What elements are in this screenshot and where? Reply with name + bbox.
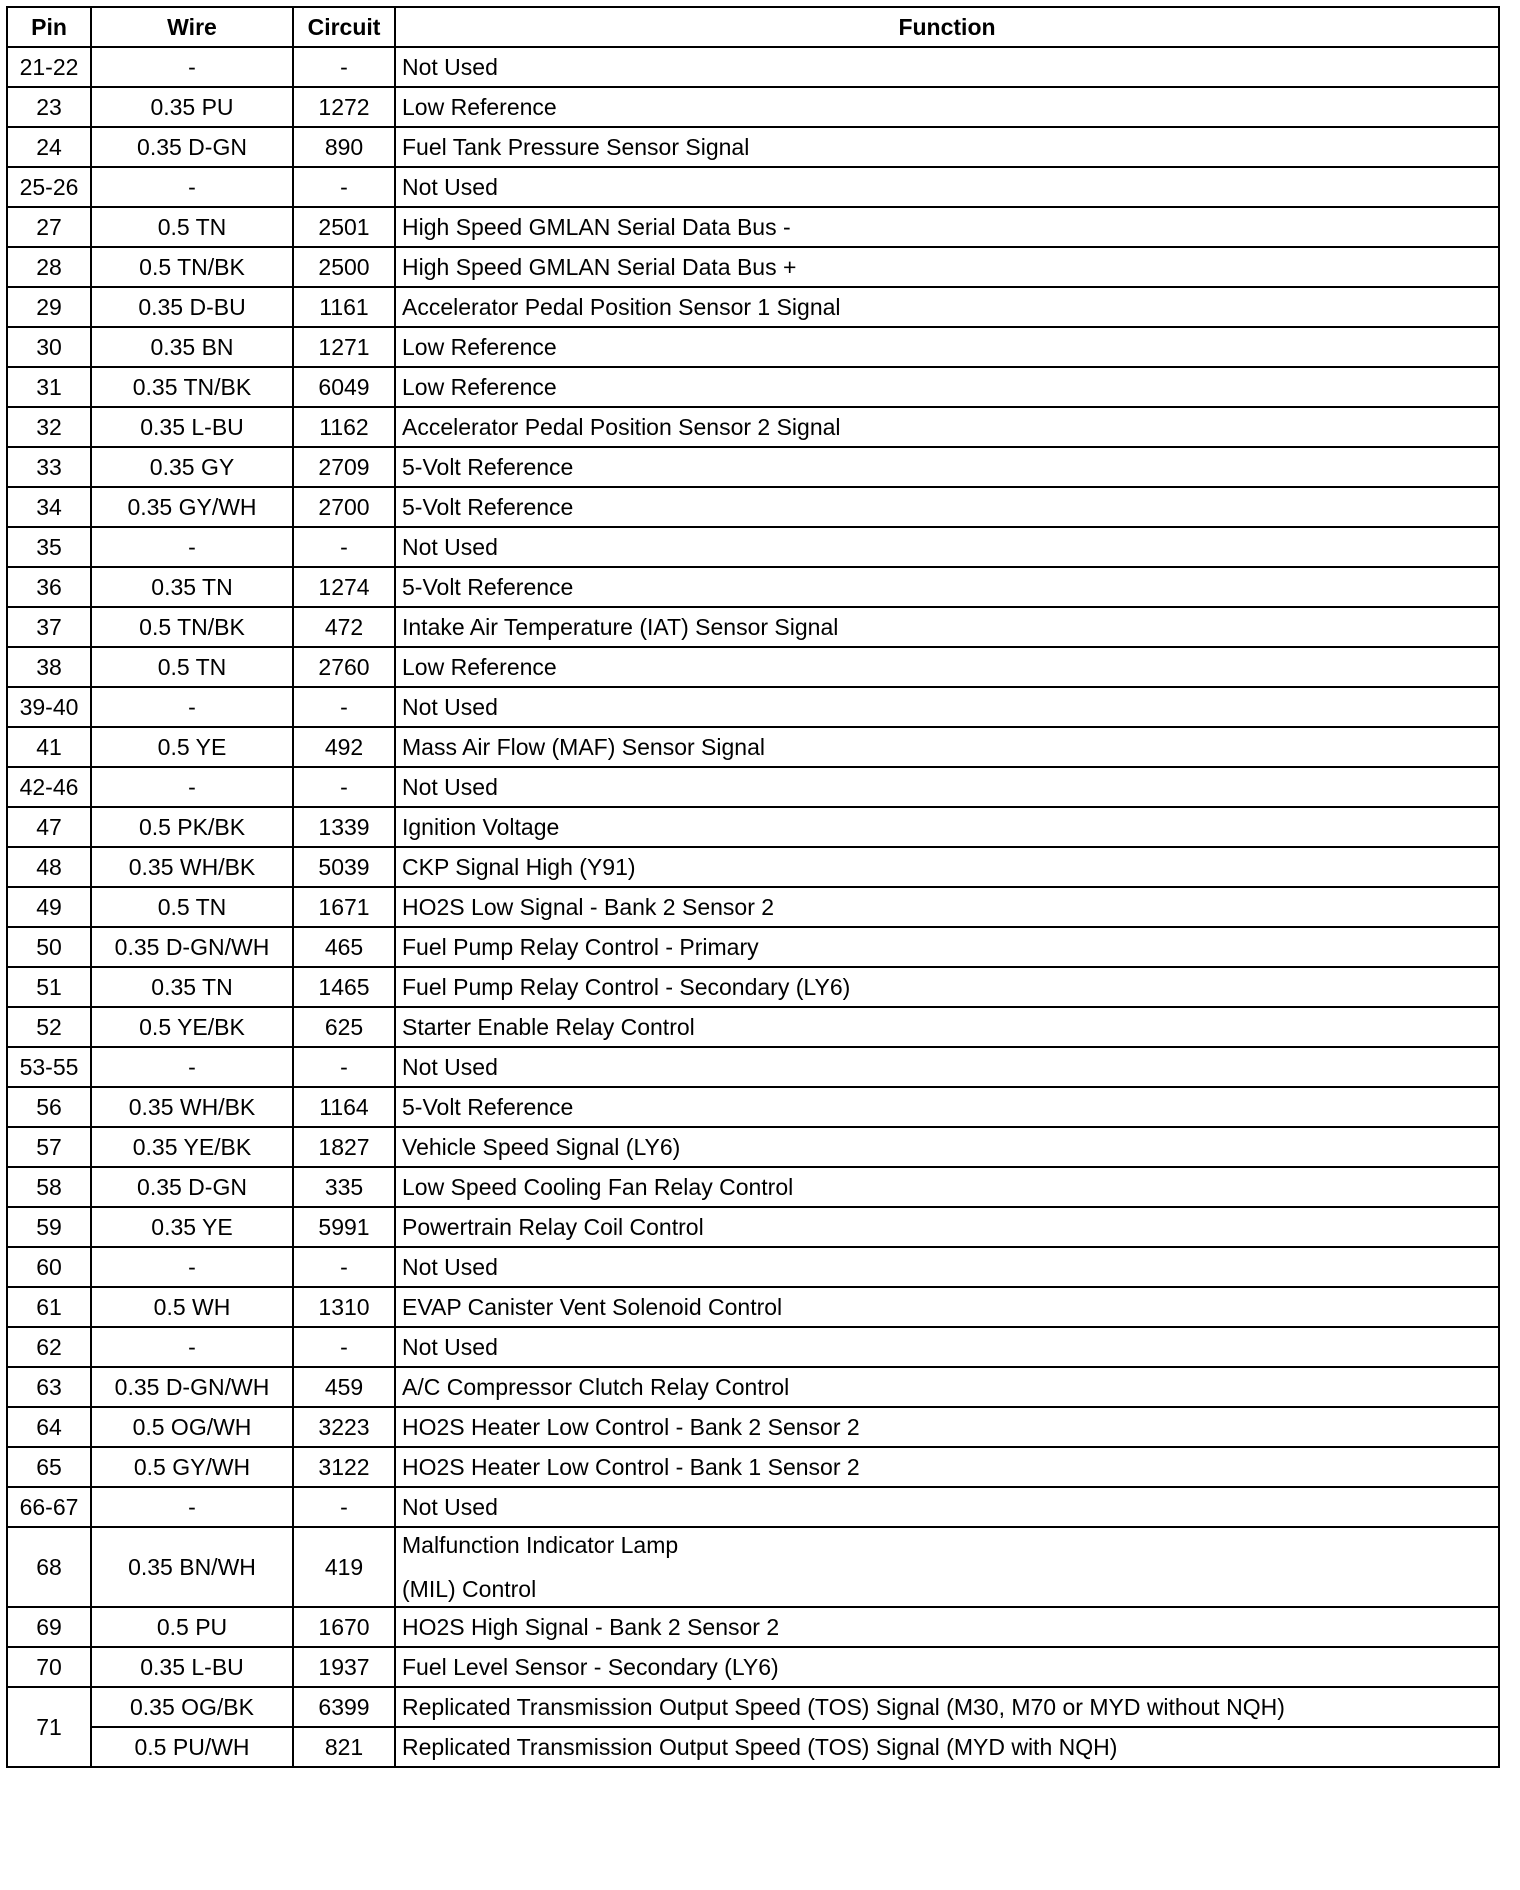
table-row: [7, 1087, 1499, 1127]
table-row: [7, 1167, 1499, 1207]
pin-cell: 53-55: [7, 1047, 91, 1087]
pin-cell: 50: [7, 927, 91, 967]
table-row: [7, 487, 1499, 527]
function-cell: A/C Compressor Clutch Relay Control: [395, 1367, 1499, 1407]
table-row: [7, 647, 1499, 687]
pin-cell: 27: [7, 207, 91, 247]
circuit-cell: 419: [293, 1527, 395, 1607]
wire-cell: 0.35 L-BU: [91, 1647, 293, 1687]
table-row: [7, 607, 1499, 647]
table-body-tail: [7, 1527, 1499, 1767]
wire-cell: -: [91, 167, 293, 207]
wire-cell: -: [91, 527, 293, 567]
circuit-cell: 6049: [293, 367, 395, 407]
table-row: [7, 527, 1499, 567]
pin-cell: 49: [7, 887, 91, 927]
function-cell: Accelerator Pedal Position Sensor 2 Signal: [395, 407, 1499, 447]
circuit-cell: 2500: [293, 247, 395, 287]
function-cell: HO2S Low Signal - Bank 2 Sensor 2: [395, 887, 1499, 927]
table-row: [7, 1327, 1499, 1367]
circuit-cell: 1339: [293, 807, 395, 847]
function-cell: Not Used: [395, 1047, 1499, 1087]
function-cell: Low Reference: [395, 327, 1499, 367]
table-row: [7, 87, 1499, 127]
circuit-cell: -: [293, 767, 395, 807]
wire-cell: 0.5 OG/WH: [91, 1407, 293, 1447]
table-row: [7, 1487, 1499, 1527]
function-cell: Fuel Tank Pressure Sensor Signal: [395, 127, 1499, 167]
pin-cell: 65: [7, 1447, 91, 1487]
circuit-cell: 459: [293, 1367, 395, 1407]
function-cell: Not Used: [395, 687, 1499, 727]
wire-cell: 0.35 D-GN: [91, 127, 293, 167]
pin-cell: 36: [7, 567, 91, 607]
wire-cell: 0.35 TN: [91, 967, 293, 1007]
wire-cell: 0.35 L-BU: [91, 407, 293, 447]
circuit-cell: 335: [293, 1167, 395, 1207]
wire-cell: 0.5 PU: [91, 1607, 293, 1647]
pin-cell: 57: [7, 1127, 91, 1167]
pin-cell: 66-67: [7, 1487, 91, 1527]
pin-cell: 69: [7, 1607, 91, 1647]
wire-cell: 0.5 TN/BK: [91, 607, 293, 647]
table-row: [7, 847, 1499, 887]
table-row: [7, 1447, 1499, 1487]
function-cell: Not Used: [395, 527, 1499, 567]
function-cell: 5-Volt Reference: [395, 447, 1499, 487]
pin-cell: 32: [7, 407, 91, 447]
wire-cell: 0.35 D-GN: [91, 1167, 293, 1207]
circuit-cell: 1670: [293, 1607, 395, 1647]
circuit-cell: 1274: [293, 567, 395, 607]
wire-cell: -: [91, 1487, 293, 1527]
wire-cell: 0.35 YE/BK: [91, 1127, 293, 1167]
function-cell: Fuel Level Sensor - Secondary (LY6): [395, 1647, 1499, 1687]
pin-cell: 21-22: [7, 47, 91, 87]
pin-cell: 59: [7, 1207, 91, 1247]
pinout-table: [6, 6, 1500, 1768]
circuit-cell: -: [293, 527, 395, 567]
wire-cell: 0.5 TN: [91, 887, 293, 927]
table-row: [7, 807, 1499, 847]
function-cell: 5-Volt Reference: [395, 1087, 1499, 1127]
function-cell: Replicated Transmission Output Speed (TOS) Signal (M30, M70 or MYD without NQH): [395, 1687, 1499, 1727]
circuit-cell: 5039: [293, 847, 395, 887]
table-row: [7, 1607, 1499, 1647]
wire-cell: 0.5 GY/WH: [91, 1447, 293, 1487]
wire-cell: 0.5 TN/BK: [91, 247, 293, 287]
function-cell: High Speed GMLAN Serial Data Bus +: [395, 247, 1499, 287]
circuit-cell: -: [293, 1487, 395, 1527]
function-cell: [395, 1527, 1499, 1607]
wire-cell: 0.35 PU: [91, 87, 293, 127]
circuit-cell: -: [293, 687, 395, 727]
function-line-1: Malfunction Indicator Lamp: [402, 1531, 679, 1558]
circuit-cell: 1272: [293, 87, 395, 127]
wire-cell: 0.35 TN: [91, 567, 293, 607]
function-cell: 5-Volt Reference: [395, 487, 1499, 527]
pin-cell: 23: [7, 87, 91, 127]
table-row: [7, 1367, 1499, 1407]
table-row: [7, 367, 1499, 407]
function-cell: Not Used: [395, 1327, 1499, 1367]
table-row: [7, 1127, 1499, 1167]
table-row: [7, 47, 1499, 87]
function-cell: Vehicle Speed Signal (LY6): [395, 1127, 1499, 1167]
table-row: [7, 767, 1499, 807]
table-row: [7, 327, 1499, 367]
pin-cell: 51: [7, 967, 91, 1007]
wire-cell: 0.5 TN: [91, 207, 293, 247]
pin-cell: 31: [7, 367, 91, 407]
pin-cell: 61: [7, 1287, 91, 1327]
wire-cell: -: [91, 687, 293, 727]
wire-cell: 0.35 D-GN/WH: [91, 1367, 293, 1407]
header-row: [7, 7, 1499, 47]
pin-cell: 58: [7, 1167, 91, 1207]
circuit-cell: 465: [293, 927, 395, 967]
table-row: [7, 1407, 1499, 1447]
circuit-cell: 6399: [293, 1687, 395, 1727]
circuit-cell: 472: [293, 607, 395, 647]
circuit-cell: 890: [293, 127, 395, 167]
pin-cell: 30: [7, 327, 91, 367]
function-cell: Starter Enable Relay Control: [395, 1007, 1499, 1047]
pin-cell: 56: [7, 1087, 91, 1127]
wire-cell: -: [91, 767, 293, 807]
wire-cell: 0.35 BN/WH: [91, 1527, 293, 1607]
function-cell: Low Speed Cooling Fan Relay Control: [395, 1167, 1499, 1207]
circuit-cell: 3223: [293, 1407, 395, 1447]
circuit-cell: 2760: [293, 647, 395, 687]
circuit-cell: 1937: [293, 1647, 395, 1687]
function-cell: HO2S Heater Low Control - Bank 1 Sensor 2: [395, 1447, 1499, 1487]
circuit-cell: 1310: [293, 1287, 395, 1327]
circuit-cell: 492: [293, 727, 395, 767]
function-cell: Low Reference: [395, 367, 1499, 407]
pin-cell: 25-26: [7, 167, 91, 207]
pin-cell: 28: [7, 247, 91, 287]
function-cell: Fuel Pump Relay Control - Secondary (LY6): [395, 967, 1499, 1007]
pin-cell: 38: [7, 647, 91, 687]
wire-cell: 0.35 BN: [91, 327, 293, 367]
pin-cell: 71: [7, 1687, 91, 1767]
table-row: [7, 167, 1499, 207]
function-cell: High Speed GMLAN Serial Data Bus -: [395, 207, 1499, 247]
wire-cell: 0.5 PU/WH: [91, 1727, 293, 1767]
circuit-cell: 1465: [293, 967, 395, 1007]
function-cell: Not Used: [395, 767, 1499, 807]
table-row: [7, 127, 1499, 167]
circuit-cell: -: [293, 1327, 395, 1367]
circuit-cell: 1162: [293, 407, 395, 447]
circuit-cell: 1164: [293, 1087, 395, 1127]
wire-cell: 0.35 WH/BK: [91, 847, 293, 887]
circuit-cell: 2700: [293, 487, 395, 527]
table-row: [7, 1247, 1499, 1287]
circuit-cell: 1161: [293, 287, 395, 327]
function-cell: CKP Signal High (Y91): [395, 847, 1499, 887]
table-row: [7, 887, 1499, 927]
pin-cell: 52: [7, 1007, 91, 1047]
table-row: [7, 447, 1499, 487]
table-row: [7, 1287, 1499, 1327]
pin-cell: 68: [7, 1527, 91, 1607]
pin-cell: 62: [7, 1327, 91, 1367]
function-cell: EVAP Canister Vent Solenoid Control: [395, 1287, 1499, 1327]
circuit-cell: 625: [293, 1007, 395, 1047]
function-cell: Ignition Voltage: [395, 807, 1499, 847]
wire-cell: -: [91, 1047, 293, 1087]
circuit-cell: 2501: [293, 207, 395, 247]
table-row: [7, 567, 1499, 607]
table-row: [7, 287, 1499, 327]
wire-cell: 0.35 GY: [91, 447, 293, 487]
function-cell: Replicated Transmission Output Speed (TOS) Signal (MYD with NQH): [395, 1727, 1499, 1767]
wire-cell: 0.35 GY/WH: [91, 487, 293, 527]
wire-cell: 0.5 YE/BK: [91, 1007, 293, 1047]
pin-cell: 41: [7, 727, 91, 767]
wire-cell: -: [91, 1247, 293, 1287]
header-function: Function: [395, 7, 1499, 47]
wire-cell: 0.35 D-BU: [91, 287, 293, 327]
pin-cell: 60: [7, 1247, 91, 1287]
wire-cell: 0.5 PK/BK: [91, 807, 293, 847]
function-cell: Accelerator Pedal Position Sensor 1 Signal: [395, 287, 1499, 327]
function-cell: HO2S Heater Low Control - Bank 2 Sensor 2: [395, 1407, 1499, 1447]
function-cell: Low Reference: [395, 87, 1499, 127]
pin-cell: 39-40: [7, 687, 91, 727]
function-cell: Not Used: [395, 47, 1499, 87]
header-wire: Wire: [91, 7, 293, 47]
function-cell: Low Reference: [395, 647, 1499, 687]
function-cell: HO2S High Signal - Bank 2 Sensor 2: [395, 1607, 1499, 1647]
pin-cell: 70: [7, 1647, 91, 1687]
table-row: [7, 207, 1499, 247]
function-line-2: (MIL) Control: [402, 1576, 537, 1602]
function-cell: Powertrain Relay Coil Control: [395, 1207, 1499, 1247]
pin-cell: 48: [7, 847, 91, 887]
circuit-cell: 1271: [293, 327, 395, 367]
table-row: [7, 967, 1499, 1007]
table-row: [7, 1047, 1499, 1087]
wire-cell: 0.5 WH: [91, 1287, 293, 1327]
wire-cell: 0.35 OG/BK: [91, 1687, 293, 1727]
wire-cell: 0.35 D-GN/WH: [91, 927, 293, 967]
function-cell: Mass Air Flow (MAF) Sensor Signal: [395, 727, 1499, 767]
wire-cell: -: [91, 1327, 293, 1367]
wire-cell: 0.35 YE: [91, 1207, 293, 1247]
function-cell: Intake Air Temperature (IAT) Sensor Signal: [395, 607, 1499, 647]
wire-cell: 0.35 WH/BK: [91, 1087, 293, 1127]
table-row: [7, 407, 1499, 447]
pin-cell: 34: [7, 487, 91, 527]
table-row: [7, 1007, 1499, 1047]
table-row: [7, 687, 1499, 727]
table-row: [7, 727, 1499, 767]
table-row: [7, 1207, 1499, 1247]
pin-cell: 47: [7, 807, 91, 847]
pin-cell: 24: [7, 127, 91, 167]
circuit-cell: -: [293, 1047, 395, 1087]
circuit-cell: 3122: [293, 1447, 395, 1487]
header-circuit: Circuit: [293, 7, 395, 47]
table-row: [7, 1527, 1499, 1607]
pin-cell: 63: [7, 1367, 91, 1407]
circuit-cell: -: [293, 1247, 395, 1287]
table-row: [7, 927, 1499, 967]
pin-cell: 64: [7, 1407, 91, 1447]
pin-cell: 29: [7, 287, 91, 327]
pin-cell: 35: [7, 527, 91, 567]
pin-cell: 37: [7, 607, 91, 647]
wire-cell: -: [91, 47, 293, 87]
circuit-cell: 1671: [293, 887, 395, 927]
circuit-cell: -: [293, 47, 395, 87]
circuit-cell: 5991: [293, 1207, 395, 1247]
header-pin: Pin: [7, 7, 91, 47]
pin-cell: 42-46: [7, 767, 91, 807]
function-cell: Not Used: [395, 1247, 1499, 1287]
table-row: [7, 1647, 1499, 1687]
function-cell: Not Used: [395, 1487, 1499, 1527]
table-body: [7, 47, 1499, 1527]
table-row: [7, 247, 1499, 287]
circuit-cell: 2709: [293, 447, 395, 487]
wire-cell: 0.5 TN: [91, 647, 293, 687]
wire-cell: 0.35 TN/BK: [91, 367, 293, 407]
table-row: [7, 1727, 1499, 1767]
function-cell: Fuel Pump Relay Control - Primary: [395, 927, 1499, 967]
circuit-cell: 821: [293, 1727, 395, 1767]
function-cell: Not Used: [395, 167, 1499, 207]
pin-cell: 33: [7, 447, 91, 487]
circuit-cell: -: [293, 167, 395, 207]
function-cell: 5-Volt Reference: [395, 567, 1499, 607]
wire-cell: 0.5 YE: [91, 727, 293, 767]
table-row: [7, 1687, 1499, 1727]
circuit-cell: 1827: [293, 1127, 395, 1167]
